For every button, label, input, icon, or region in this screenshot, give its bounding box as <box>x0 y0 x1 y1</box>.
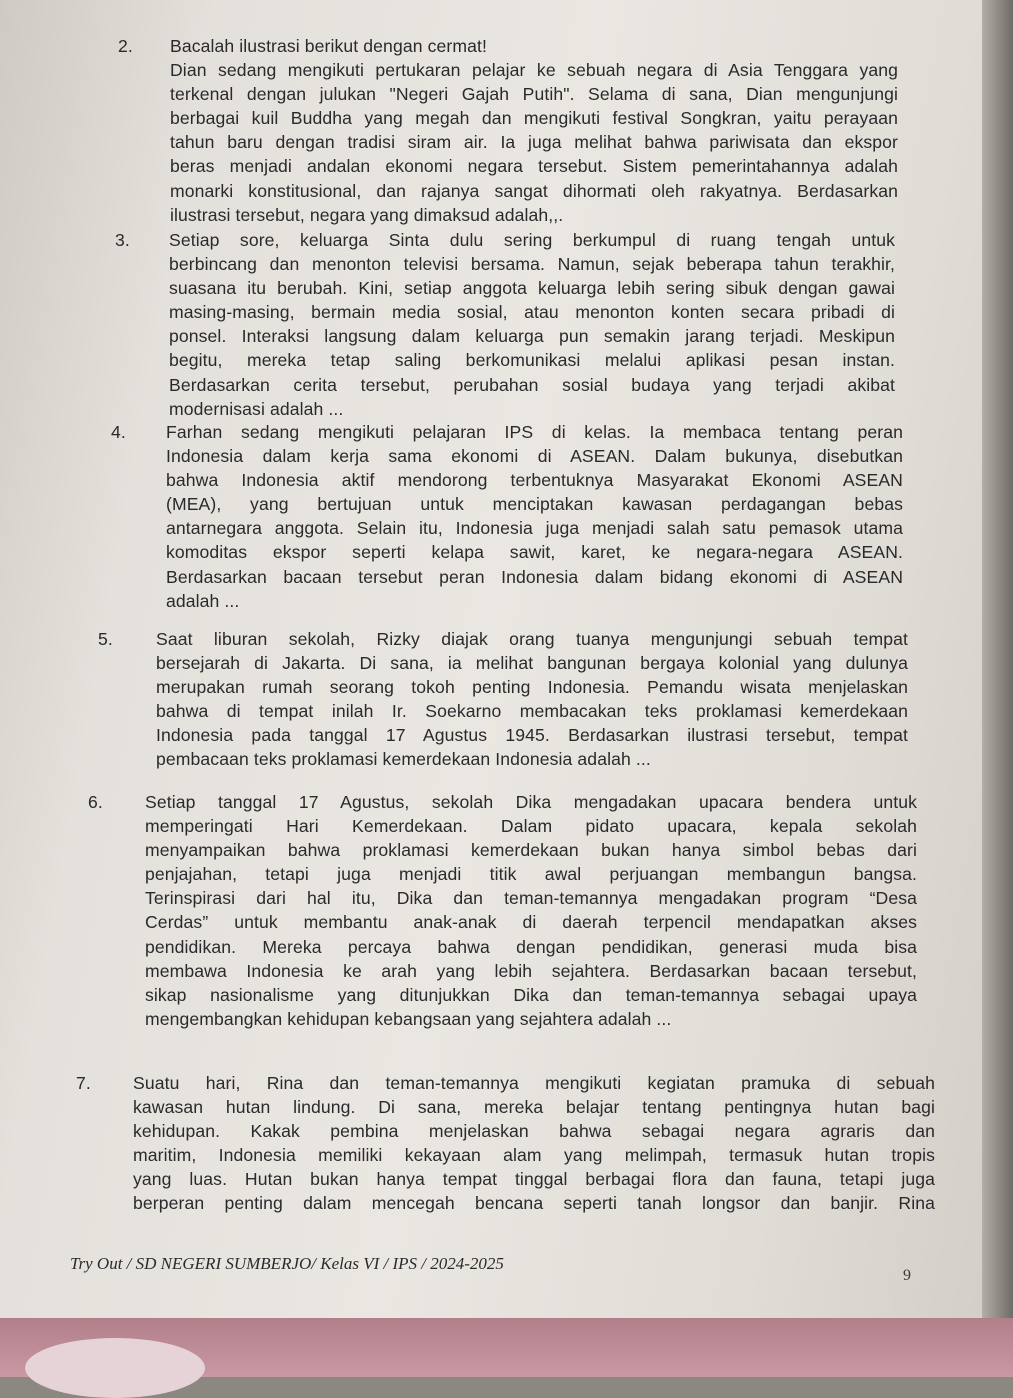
text-line: Saat liburan sekolah, Rizky diajak orang tuanya mengunjungi sebuah tempat <box>156 629 908 649</box>
text-line: berbagai kuil Buddha yang megah dan mengikuti festival Songkran, yaitu perayaan <box>170 108 898 129</box>
text-line: Setiap sore, keluarga Sinta dulu sering berkumpul di ruang tengah untuk <box>169 230 895 250</box>
text-line: masing-masing, bermain media sosial, atau menonton konten secara pribadi di <box>169 302 895 323</box>
text-line: pendidikan. Mereka percaya bahwa dengan pendidikan, generasi muda bisa <box>145 936 917 957</box>
question-number: 4. <box>111 422 126 442</box>
question-number: 7. <box>76 1073 91 1093</box>
text-line: merupakan rumah seorang tokoh penting Indonesia. Pemandu wisata menjelaskan <box>156 677 908 698</box>
question-number: 6. <box>88 792 103 812</box>
question-2 <box>118 34 898 227</box>
text-line: maritim, Indonesia memiliki kekayaan alam yang melimpah, termasuk hutan tropis <box>133 1145 935 1166</box>
text-line: membawa Indonesia ke arah yang lebih sejahtera. Berdasarkan bacaan tersebut, <box>145 960 917 981</box>
text-line: monarki konstitusional, dan rajanya sangat dihormati oleh rakyatnya. Berdasarkan <box>170 180 898 201</box>
question-text <box>156 627 908 772</box>
question-number: 5. <box>98 629 113 649</box>
question-text <box>169 228 895 421</box>
text-line: Indonesia dalam kerja sama ekonomi di ASEAN. Dalam bukunya, disebutkan <box>166 446 903 467</box>
text-line: kehidupan. Kakak pembina menjelaskan bahwa sebagai negara agraris dan <box>133 1121 935 1142</box>
question-text <box>170 34 898 227</box>
text-line: sikap nasionalisme yang ditunjukkan Dika dan teman-temannya sebagai upaya <box>145 984 917 1005</box>
text-line: Cerdas” untuk membantu anak-anak di daerah terpencil mendapatkan akses <box>145 912 917 933</box>
text-line: ponsel. Interaksi langsung dalam keluarga pun semakin jarang terjadi. Meskipun <box>169 326 895 347</box>
question-text <box>145 790 917 1031</box>
question-6 <box>88 790 917 1031</box>
text-line: penjajahan, tetapi juga menjadi titik awal perjuangan membangun bangsa. <box>145 864 917 885</box>
text-line: bahwa Indonesia aktif mendorong terbentuknya Masyarakat Ekonomi ASEAN <box>166 470 903 491</box>
text-line: komoditas ekspor seperti kelapa sawit, karet, ke negara-negara ASEAN. <box>166 542 903 563</box>
text-line: mengembangkan kehidupan kebangsaan yang sejahtera adalah ... <box>145 1008 672 1029</box>
text-line: Berdasarkan bacaan tersebut peran Indonesia dalam bidang ekonomi di ASEAN <box>166 566 903 587</box>
sheet-edge-shadow <box>982 0 1013 1318</box>
question-text <box>166 420 903 613</box>
question-7 <box>76 1071 935 1216</box>
page-number: 9 <box>903 1267 911 1284</box>
text-line: memperingati Hari Kemerdekaan. Dalam pidato upacara, kepala sekolah <box>145 816 917 837</box>
text-line: tahun baru dengan tradisi siram air. Ia juga melihat bahwa pariwisata dan ekspor <box>170 132 898 153</box>
page-footer: Try Out / SD NEGERI SUMBERJO/ Kelas VI / IPS / 2024-2025 <box>70 1254 504 1273</box>
question-5 <box>98 627 908 772</box>
text-line: antarnegara anggota. Selain itu, Indonesia juga menjadi salah satu pemasok utama <box>166 518 903 539</box>
text-line: (MEA), yang bertujuan untuk menciptakan kawasan perdagangan bebas <box>166 494 903 515</box>
text-line: adalah ... <box>166 590 240 611</box>
question-text <box>133 1071 935 1216</box>
text-line: Suatu hari, Rina dan teman-temannya mengikuti kegiatan pramuka di sebuah <box>133 1073 935 1093</box>
question-number: 3. <box>115 230 130 250</box>
question-3 <box>115 228 895 421</box>
question-4 <box>111 420 903 613</box>
text-line: bersejarah di Jakarta. Di sana, ia melihat bangunan bergaya kolonial yang dulunya <box>156 653 908 674</box>
text-line: Terinspirasi dari hal itu, Dika dan teman-temannya mengadakan program “Desa <box>145 888 917 909</box>
background-fabric <box>0 1318 1013 1377</box>
question-number: 2. <box>118 36 133 56</box>
text-line: Setiap tanggal 17 Agustus, sekolah Dika mengadakan upacara bendera untuk <box>145 792 917 812</box>
text-line: Indonesia pada tanggal 17 Agustus 1945. Berdasarkan ilustrasi tersebut, tempat <box>156 725 908 746</box>
text-line: beras menjadi andalan ekonomi negara tersebut. Sistem pemerintahannya adalah <box>170 156 898 177</box>
text-line: ilustrasi tersebut, negara yang dimaksud adalah,,. <box>170 204 564 225</box>
text-line: Dian sedang mengikuti pertukaran pelajar ke sebuah negara di Asia Tenggara yang <box>170 60 898 81</box>
text-line: Farhan sedang mengikuti pelajaran IPS di kelas. Ia membaca tentang peran <box>166 422 903 442</box>
text-line: menyampaikan bahwa proklamasi kemerdekaan bukan hanya simbol bebas dari <box>145 840 917 861</box>
text-line: Berdasarkan cerita tersebut, perubahan sosial budaya yang terjadi akibat <box>169 374 895 395</box>
text-line: suasana itu berubah. Kini, setiap anggota keluarga lebih sering sibuk dengan gawai <box>169 278 895 299</box>
text-line: begitu, mereka tetap saling berkomunikasi melalui aplikasi pesan instan. <box>169 350 895 371</box>
text-line: berbincang dan menonton televisi bersama. Namun, sejak beberapa tahun terakhir, <box>169 254 895 275</box>
text-line: bahwa di tempat inilah Ir. Soekarno membacakan teks proklamasi kemerdekaan <box>156 701 908 722</box>
text-line: terkenal dengan julukan "Negeri Gajah Putih". Selama di sana, Dian mengunjungi <box>170 84 898 105</box>
text-line: Bacalah ilustrasi berikut dengan cermat! <box>170 36 487 56</box>
text-line: kawasan hutan lindung. Di sana, mereka belajar tentang pentingnya hutan bagi <box>133 1097 935 1118</box>
text-line: pembacaan teks proklamasi kemerdekaan Indonesia adalah ... <box>156 749 651 770</box>
text-line: modernisasi adalah ... <box>169 398 344 419</box>
text-line: yang luas. Hutan bukan hanya tempat tinggal berbagai flora dan fauna, tetapi juga <box>133 1169 935 1190</box>
text-line: berperan penting dalam mencegah bencana seperti tanah longsor dan banjir. Rina <box>133 1193 935 1214</box>
